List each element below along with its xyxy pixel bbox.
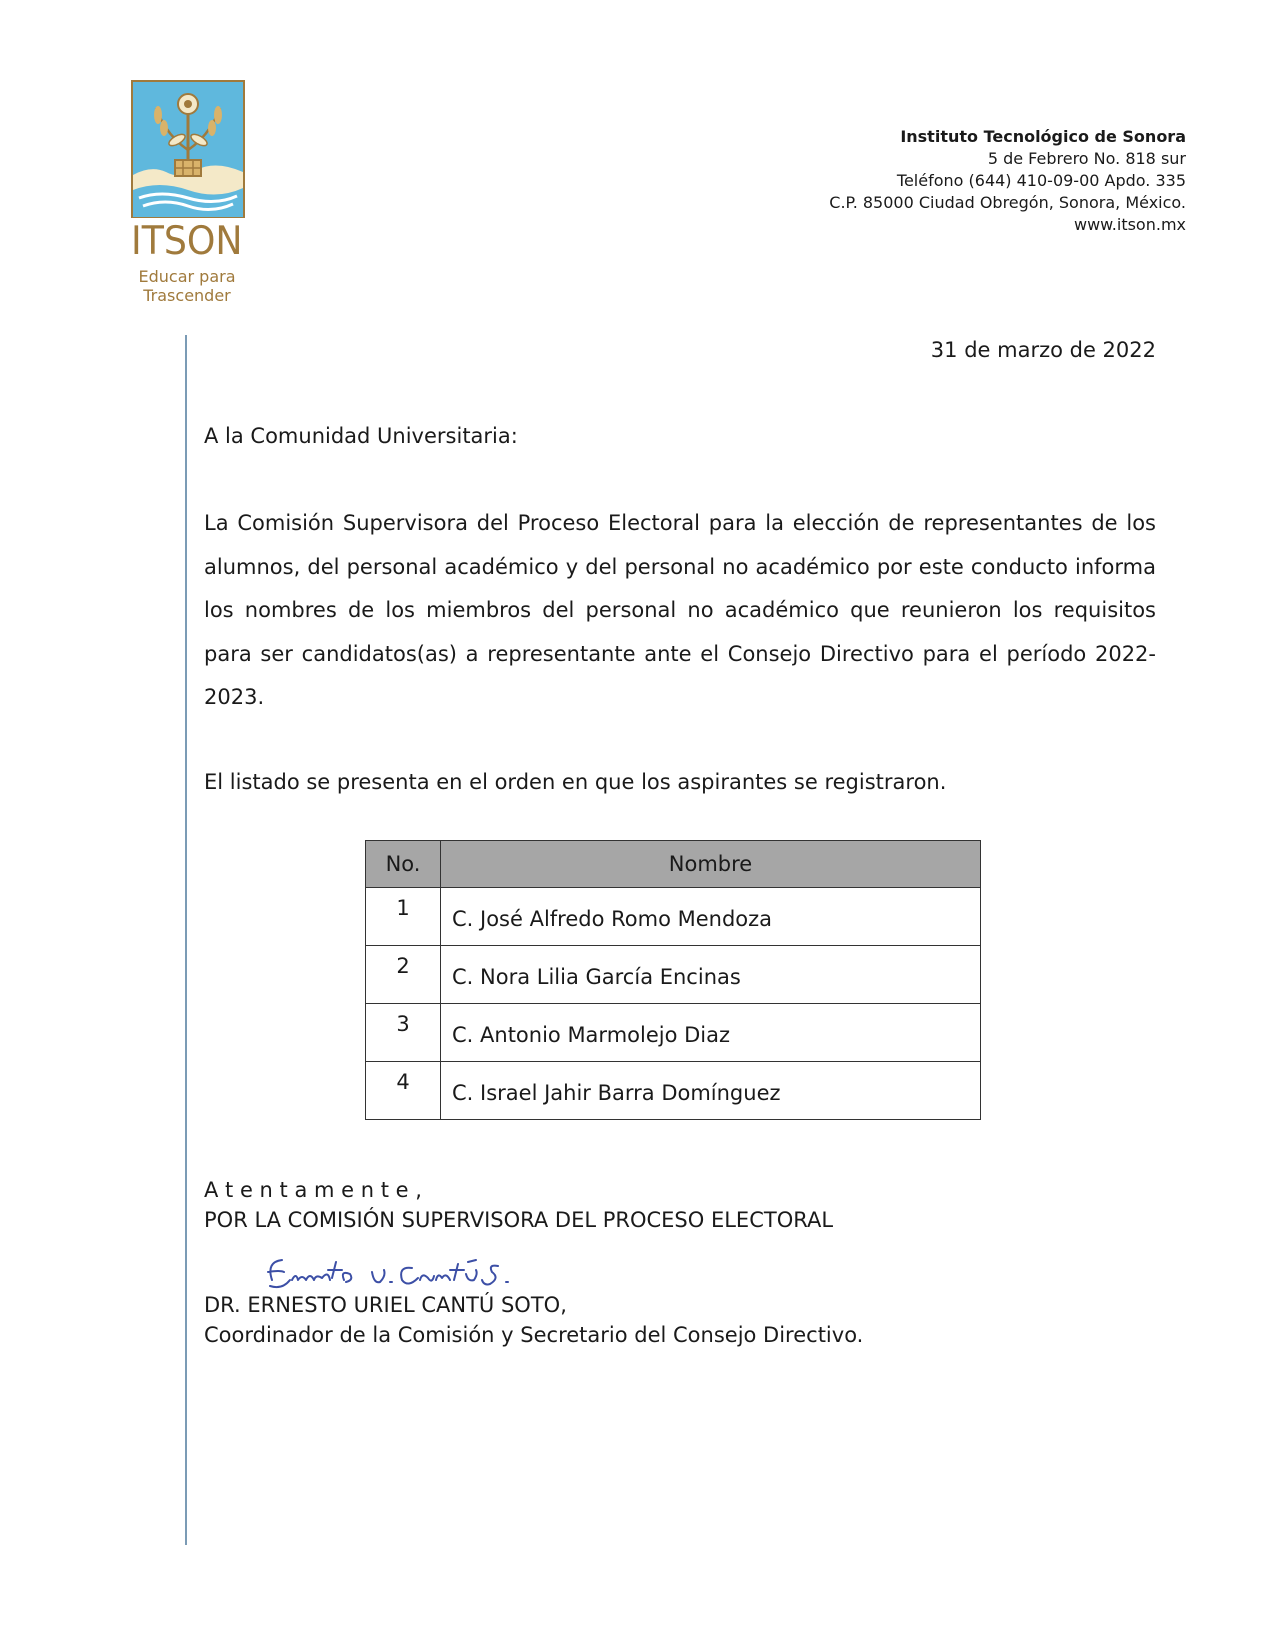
table-row bbox=[366, 888, 981, 946]
address-street: 5 de Febrero No. 818 sur bbox=[987, 149, 1186, 168]
table-row bbox=[366, 1062, 981, 1120]
logo-wordmark: ITSON bbox=[131, 219, 243, 264]
candidates-table bbox=[365, 840, 981, 1120]
address-phone: Teléfono (644) 410-09-00 Apdo. 335 bbox=[896, 171, 1186, 190]
logo-tagline bbox=[131, 267, 243, 305]
listing-note: El listado se presenta en el orden en que los aspirantes se registraron. bbox=[204, 770, 947, 794]
address-web: www.itson.mx bbox=[1074, 215, 1186, 234]
handwritten-signature bbox=[262, 1250, 532, 1294]
letter-body: La Comisión Supervisora del Proceso Electoral para la elección de representantes de los alumnos, del personal académico y del personal no académico por este conducto informa los nombres de los miembros del personal no académico que reunieron los requisitos para ser candidatos(as) a representante ante el Consejo Directivo para el período 2022-2023. bbox=[204, 511, 1156, 709]
logo-tagline-line2: Trascender bbox=[143, 286, 231, 305]
candidate-name: C. Antonio Marmolejo Diaz bbox=[441, 1004, 981, 1062]
candidate-number: 3 bbox=[366, 1004, 441, 1062]
letter-date: 31 de marzo de 2022 bbox=[930, 338, 1156, 362]
column-header-no: No. bbox=[366, 841, 441, 888]
margin-rule bbox=[185, 335, 187, 1545]
closing-salutation: A t e n t a m e n t e , bbox=[204, 1178, 422, 1202]
candidate-number: 4 bbox=[366, 1062, 441, 1120]
letter-closing bbox=[204, 1175, 1156, 1235]
letter-greeting: A la Comunidad Universitaria: bbox=[204, 424, 518, 448]
candidate-name: C. Nora Lilia García Encinas bbox=[441, 946, 981, 1004]
address-city: C.P. 85000 Ciudad Obregón, Sonora, México. bbox=[829, 193, 1186, 212]
candidate-number: 2 bbox=[366, 946, 441, 1004]
column-header-name: Nombre bbox=[441, 841, 981, 888]
logo-tagline-line1: Educar para bbox=[138, 267, 236, 286]
closing-committee: POR LA COMISIÓN SUPERVISORA DEL PROCESO ELECTORAL bbox=[204, 1208, 834, 1232]
institution-name: Instituto Tecnológico de Sonora bbox=[900, 127, 1186, 146]
table-row bbox=[366, 946, 981, 1004]
itson-logo bbox=[131, 80, 249, 305]
address-block bbox=[829, 126, 1186, 236]
table-header-row bbox=[366, 841, 981, 888]
signer-title: Coordinador de la Comisión y Secretario del Consejo Directivo. bbox=[204, 1323, 864, 1347]
itson-emblem-icon bbox=[131, 80, 245, 218]
signer-name: DR. ERNESTO URIEL CANTÚ SOTO, bbox=[204, 1293, 567, 1317]
candidate-name: C. Israel Jahir Barra Domínguez bbox=[441, 1062, 981, 1120]
signer-block bbox=[204, 1290, 1156, 1350]
candidate-name: C. José Alfredo Romo Mendoza bbox=[441, 888, 981, 946]
table-row bbox=[366, 1004, 981, 1062]
candidate-number: 1 bbox=[366, 888, 441, 946]
